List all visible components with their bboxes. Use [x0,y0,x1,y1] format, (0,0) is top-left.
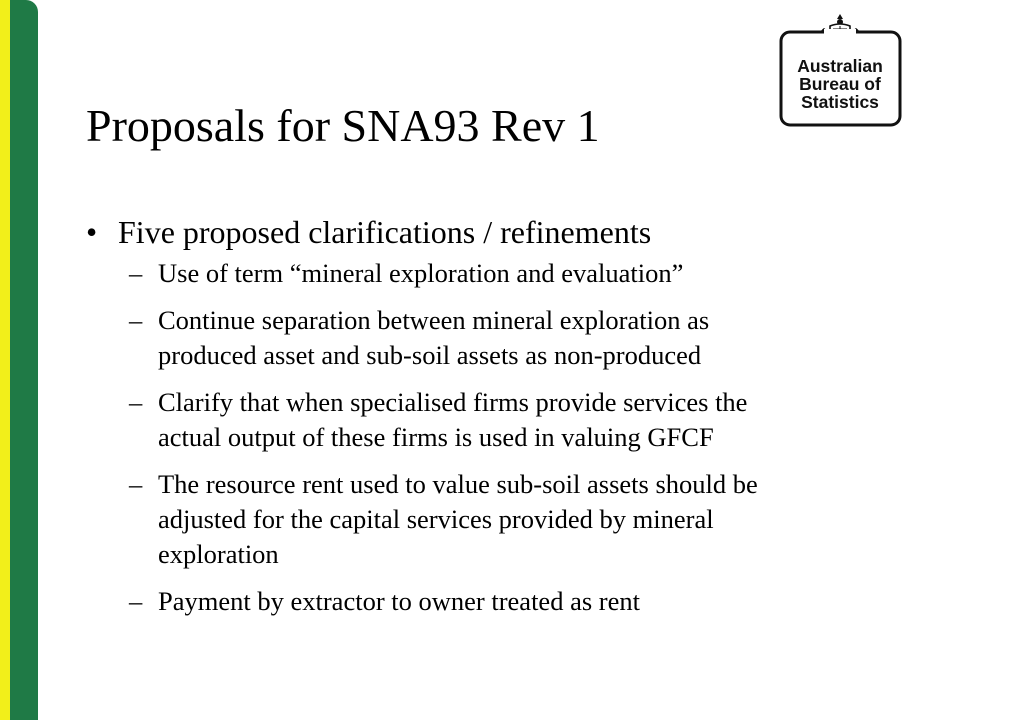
sub-bullet-line: Clarify that when specialised firms provide services the [158,387,748,417]
sub-bullet-line: The resource rent used to value sub-soil assets should be [158,469,758,499]
abs-logo [778,10,904,128]
sub-bullet-line: Continue separation between mineral exploration as [158,305,710,335]
sub-bullet-line: Payment by extractor to owner treated as rent [158,586,640,616]
sub-bullet-line: exploration [158,539,279,569]
slide-body [86,212,986,631]
logo-line-1: Australian [797,56,883,76]
sub-bullet-line: actual output of these firms is used in valuing GFCF [158,422,714,452]
bullet-item [86,212,986,252]
dash-marker: – [129,469,143,499]
slide-title: Proposals for SNA93 Rev 1 [86,100,600,151]
green-side-stripe [10,0,38,720]
sub-bullet-line: adjusted for the capital services provided by mineral [158,504,714,534]
dash-marker: – [129,258,143,288]
sub-bullet-item [86,467,986,572]
sub-bullet-item [86,256,986,291]
sub-bullet-item [86,385,986,455]
logo-line-3: Statistics [801,92,879,112]
sub-bullet-item [86,584,986,619]
dash-marker: – [129,387,143,417]
sub-bullet-line: Use of term “mineral exploration and evaluation” [158,258,684,288]
logo-line-2: Bureau of [799,74,881,94]
dash-marker: – [129,586,143,616]
dash-marker: – [129,305,143,335]
bullet-text: Five proposed clarifications / refinements [118,214,652,250]
abs-logo-graphic [778,10,904,128]
sub-bullet-item [86,303,986,373]
bullet-marker: • [86,214,98,250]
sub-bullet-line: produced asset and sub-soil assets as non-produced [158,340,702,370]
